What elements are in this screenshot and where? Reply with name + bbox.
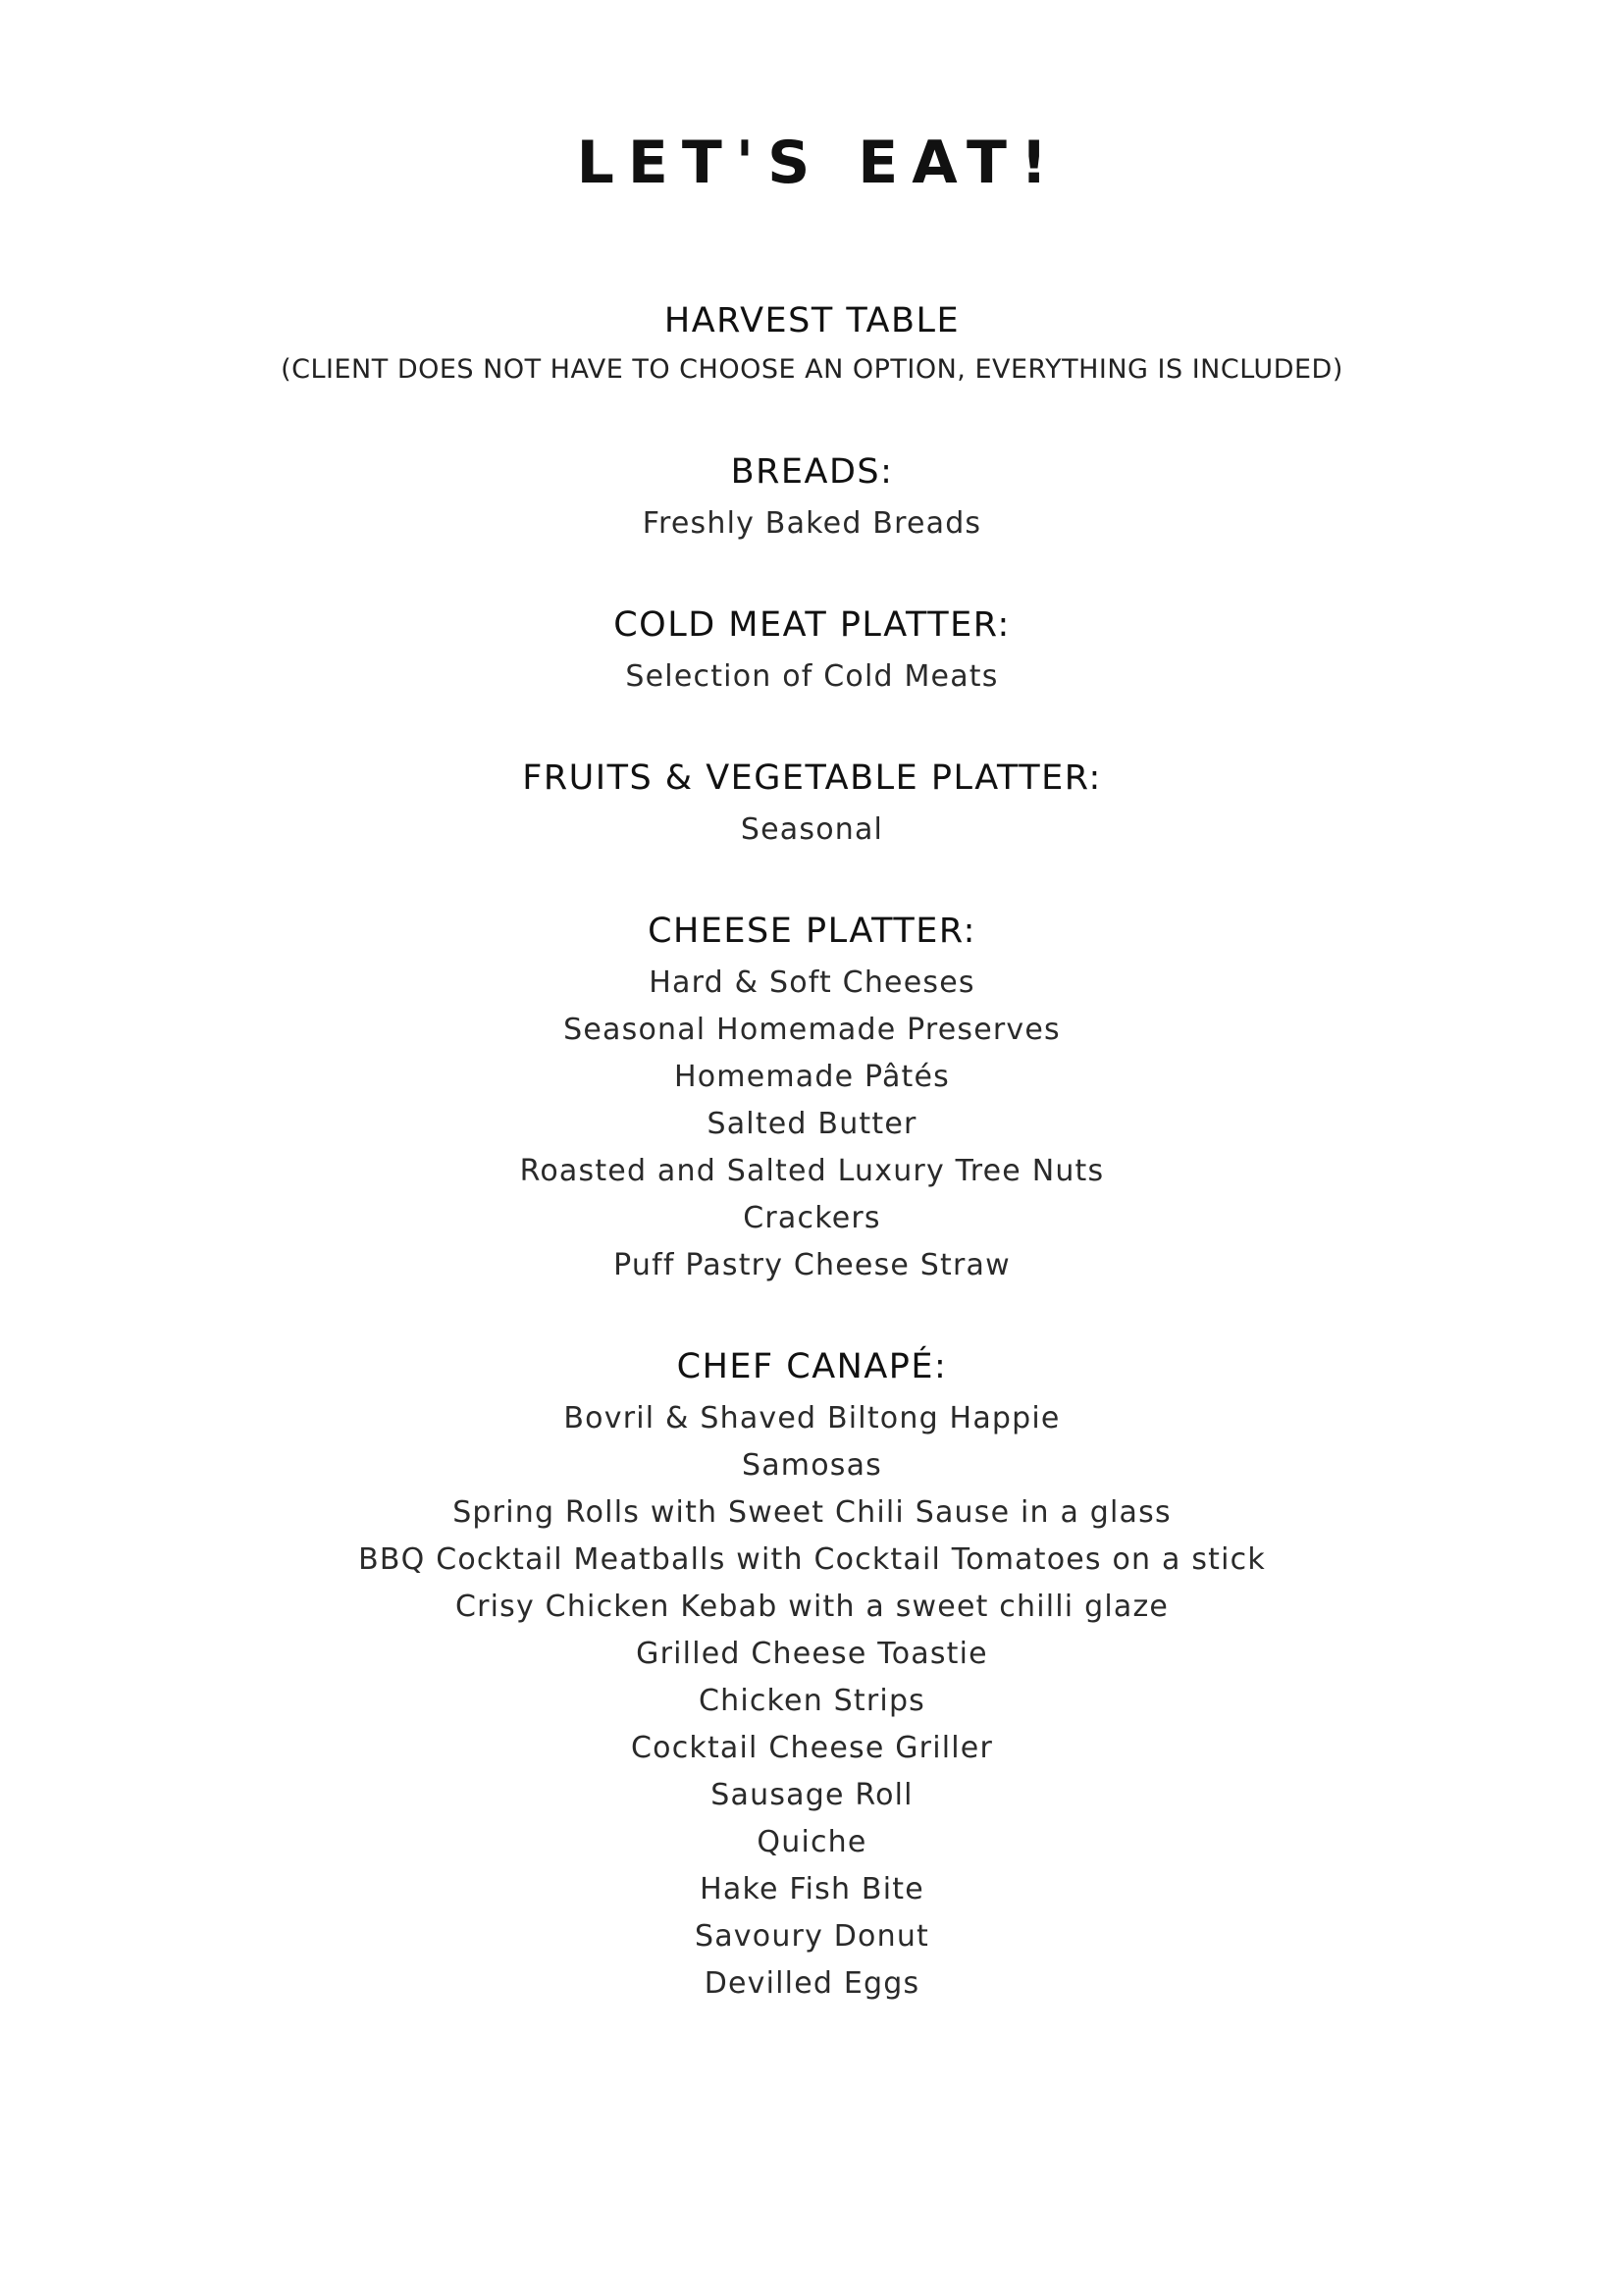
menu-item: BBQ Cocktail Meatballs with Cocktail Tomatoes on a stick [358, 1542, 1266, 1577]
item-list [0, 807, 1624, 854]
menu-item: Chicken Strips [698, 1684, 926, 1718]
menu-item: Crisy Chicken Kebab with a sweet chilli glaze [454, 1590, 1170, 1624]
section-heading: CHEESE PLATTER: [648, 912, 976, 951]
menu-item: Sausage Roll [710, 1778, 914, 1812]
menu-item: Freshly Baked Breads [642, 506, 982, 541]
menu-item: Devilled Eggs [704, 1966, 920, 2001]
section-breads [0, 447, 1624, 548]
menu-item: Cocktail Cheese Griller [631, 1731, 993, 1765]
item-list [0, 960, 1624, 1289]
item-list [0, 500, 1624, 548]
menu-item: Salted Butter [707, 1107, 917, 1141]
page-title: LET'S EAT! [576, 129, 1062, 197]
section-heading: COLD MEAT PLATTER: [613, 605, 1011, 645]
menu-item: Homemade Pâtés [673, 1060, 950, 1094]
menu-item: Grilled Cheese Toastie [636, 1637, 988, 1671]
menu-item: Puff Pastry Cheese Straw [613, 1248, 1011, 1282]
item-list [0, 1395, 1624, 2008]
menu-item: Spring Rolls with Sweet Chili Sause in a glass [452, 1495, 1172, 1530]
section-heading: HARVEST TABLE [663, 301, 961, 340]
section-cold-meat-platter [0, 600, 1624, 701]
menu-item: Bovril & Shaved Biltong Happie [563, 1401, 1061, 1435]
menu-item: Hard & Soft Cheeses [649, 965, 975, 1000]
section-cheese-platter [0, 907, 1624, 1289]
menu-item: Selection of Cold Meats [625, 659, 999, 694]
menu-content [0, 296, 1624, 2061]
section-heading: BREADS: [730, 452, 894, 492]
item-list [0, 653, 1624, 701]
menu-item: Hake Fish Bite [700, 1872, 924, 1906]
section-fruits-vegetable-platter [0, 754, 1624, 854]
menu-item: Seasonal [740, 812, 884, 847]
section-heading: FRUITS & VEGETABLE PLATTER: [522, 758, 1102, 798]
menu-item: Quiche [757, 1825, 867, 1859]
section-heading: CHEF CANAPÉ: [676, 1347, 948, 1386]
menu-item: Crackers [743, 1201, 881, 1235]
section-harvest-table [0, 296, 1624, 394]
section-note: (CLIENT DOES NOT HAVE TO CHOOSE AN OPTION, EVERYTHING IS INCLUDED) [281, 354, 1343, 385]
menu-item: Samosas [741, 1448, 883, 1483]
section-chef-canape [0, 1342, 1624, 2008]
menu-item: Roasted and Salted Luxury Tree Nuts [519, 1154, 1105, 1188]
menu-item: Seasonal Homemade Preserves [563, 1013, 1061, 1047]
menu-item: Savoury Donut [694, 1919, 930, 1954]
